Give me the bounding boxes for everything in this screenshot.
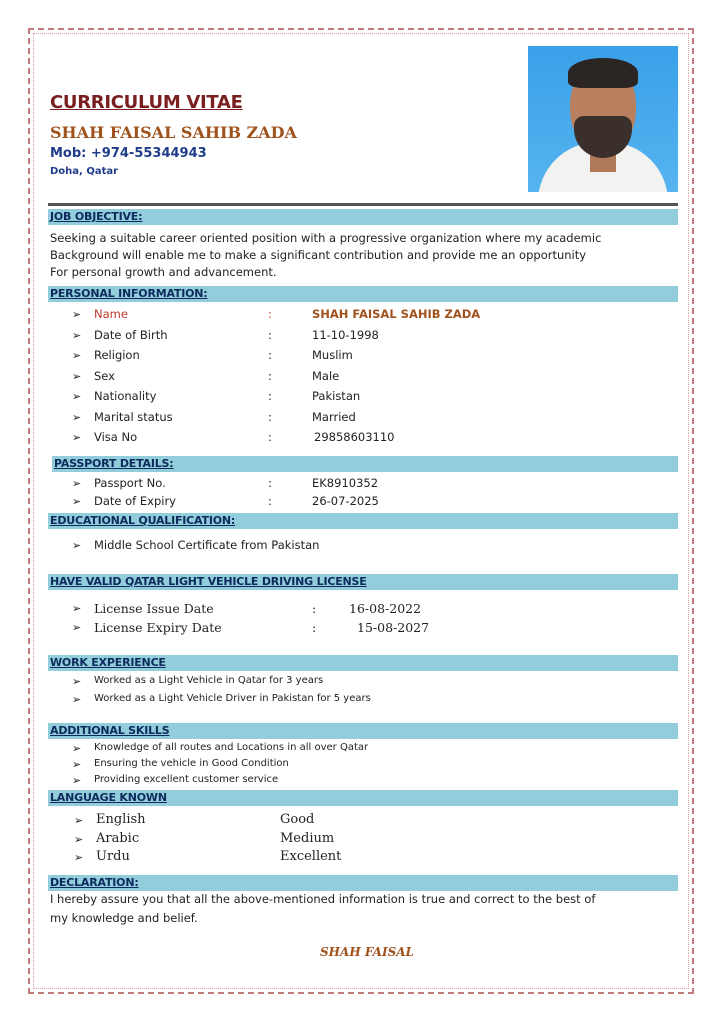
row-label: Name (94, 307, 128, 321)
location: Doha, Qatar (50, 166, 119, 177)
row-value: Married (312, 410, 356, 424)
arrow-bullet-icon: ➢ (72, 329, 82, 342)
section-bar-declaration (48, 875, 678, 891)
language-name: English (96, 812, 146, 827)
declaration-line: my knowledge and belief. (50, 911, 198, 925)
row-colon: : (268, 476, 272, 490)
section-bar-objective (48, 209, 678, 225)
arrow-bullet-icon: ➢ (72, 308, 82, 321)
objective-line: Seeking a suitable career oriented position with a progressive organization where my academic (50, 231, 602, 245)
row-value: 16-08-2022 (349, 601, 422, 616)
section-bar-personal (48, 286, 678, 302)
arrow-bullet-icon: ➢ (72, 602, 82, 615)
row-colon: : (268, 348, 272, 362)
arrow-bullet-icon: ➢ (72, 693, 82, 706)
arrow-bullet-icon: ➢ (72, 774, 82, 787)
row-colon: : (268, 307, 272, 321)
row-colon: : (268, 410, 272, 424)
item-text: Worked as a Light Vehicle Driver in Pakistan for 5 years (94, 693, 371, 704)
section-bar-languages (48, 790, 678, 806)
row-value: 15-08-2027 (357, 620, 430, 635)
item-text: Knowledge of all routes and Locations in all over Qatar (94, 742, 369, 753)
row-label: Passport No. (94, 476, 166, 490)
arrow-bullet-icon: ➢ (72, 349, 82, 362)
arrow-bullet-icon: ➢ (72, 539, 82, 552)
row-value: Male (312, 369, 340, 383)
row-value: Pakistan (312, 389, 361, 403)
arrow-bullet-icon: ➢ (72, 675, 82, 688)
item-text: Providing excellent customer service (94, 774, 279, 785)
row-value: 26-07-2025 (312, 494, 379, 508)
row-label: Religion (94, 348, 140, 362)
profile-photo (528, 46, 678, 192)
arrow-bullet-icon: ➢ (74, 851, 84, 864)
item-text: Ensuring the vehicle in Good Condition (94, 758, 289, 769)
arrow-bullet-icon: ➢ (72, 431, 82, 444)
candidate-name: SHAH FAISAL SAHIB ZADA (50, 123, 297, 142)
section-heading: EDUCATIONAL QUALIFICATION: (50, 514, 236, 527)
row-label: Sex (94, 369, 115, 383)
language-level: Medium (280, 831, 335, 846)
language-name: Urdu (96, 849, 130, 864)
row-colon: : (268, 328, 272, 342)
row-colon: : (268, 369, 272, 383)
row-label: Date of Birth (94, 328, 168, 342)
row-label: Marital status (94, 410, 173, 424)
row-value: SHAH FAISAL SAHIB ZADA (312, 307, 481, 321)
row-colon: : (268, 494, 272, 508)
row-label: Date of Expiry (94, 494, 176, 508)
section-heading: JOB OBJECTIVE: (50, 210, 143, 223)
signature: SHAH FAISAL (320, 945, 414, 959)
row-colon: : (312, 601, 317, 616)
section-bar-passport (52, 456, 678, 472)
declaration-line: I hereby assure you that all the above-mentioned information is true and correct to the best of (50, 892, 596, 906)
arrow-bullet-icon: ➢ (72, 390, 82, 403)
arrow-bullet-icon: ➢ (72, 411, 82, 424)
section-heading: HAVE VALID QATAR LIGHT VEHICLE DRIVING LICENSE (50, 575, 367, 588)
arrow-bullet-icon: ➢ (72, 758, 82, 771)
header-divider (48, 203, 678, 206)
language-name: Arabic (96, 831, 140, 846)
section-heading: WORK EXPERIENCE (50, 656, 166, 669)
section-bar-education (48, 513, 678, 529)
row-colon: : (268, 430, 272, 444)
language-level: Excellent (280, 849, 342, 864)
section-heading: PASSPORT DETAILS: (54, 457, 174, 470)
arrow-bullet-icon: ➢ (72, 477, 82, 490)
row-value: 29858603110 (314, 430, 395, 444)
item-text: Worked as a Light Vehicle in Qatar for 3 years (94, 675, 324, 686)
row-label: License Expiry Date (94, 620, 222, 635)
arrow-bullet-icon: ➢ (72, 621, 82, 634)
arrow-bullet-icon: ➢ (72, 370, 82, 383)
photo-hair (568, 58, 638, 88)
arrow-bullet-icon: ➢ (72, 742, 82, 755)
section-heading: ADDITIONAL SKILLS (50, 724, 170, 737)
mobile-number: Mob: +974-55344943 (50, 146, 207, 161)
objective-line: Background will enable me to make a significant contribution and provide me an opportunity (50, 248, 587, 262)
row-value: Muslim (312, 348, 353, 362)
row-colon: : (268, 389, 272, 403)
row-colon: : (312, 620, 317, 635)
section-heading: LANGUAGE KNOWN (50, 791, 167, 804)
row-value: 11-10-1998 (312, 328, 379, 342)
section-bar-skills (48, 723, 678, 739)
section-heading: PERSONAL INFORMATION: (50, 287, 208, 300)
language-level: Good (280, 812, 315, 827)
arrow-bullet-icon: ➢ (74, 814, 84, 827)
arrow-bullet-icon: ➢ (74, 833, 84, 846)
section-bar-work (48, 655, 678, 671)
cv-title: CURRICULUM VITAE (50, 92, 243, 113)
row-label: Nationality (94, 389, 157, 403)
row-label: Visa No (94, 430, 138, 444)
section-heading: DECLARATION: (50, 876, 139, 889)
section-bar-license (48, 574, 678, 590)
arrow-bullet-icon: ➢ (72, 495, 82, 508)
row-label: License Issue Date (94, 601, 214, 616)
objective-line: For personal growth and advancement. (50, 265, 277, 279)
item-text: Middle School Certificate from Pakistan (94, 538, 320, 552)
row-value: EK8910352 (312, 476, 379, 490)
